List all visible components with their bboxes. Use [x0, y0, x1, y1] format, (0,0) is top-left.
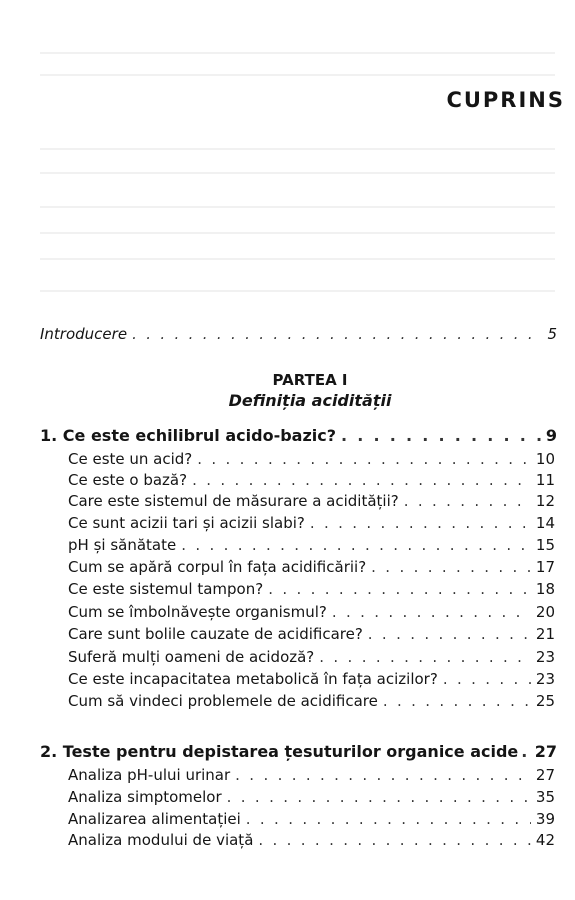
- toc-entry-label: Ce este incapacitatea metabolică în fața acizilor?: [68, 670, 438, 688]
- toc-entry: [68, 788, 555, 806]
- toc-entry-label: Cum să vindeci problemele de acidificare: [68, 692, 378, 710]
- leader-dots: [181, 536, 531, 554]
- toc-entry: [68, 450, 555, 468]
- leader-dots: [371, 558, 531, 576]
- toc-entry: [68, 670, 555, 688]
- show-through-line: [40, 148, 555, 150]
- toc-entry-label: Care sunt bolile cauzate de acidificare?: [68, 625, 363, 643]
- toc-entry-label: Cum se apără corpul în fața acidificării?: [68, 558, 367, 576]
- toc-entry-label: Analiza modului de viață: [68, 831, 254, 849]
- toc-entry-label: Introducere: [40, 325, 128, 343]
- toc-entry: [68, 492, 555, 510]
- toc-entry-label: pH și sănătate: [68, 536, 177, 554]
- toc-chapter-page: 27: [534, 742, 557, 761]
- toc-chapter-page: 9: [545, 426, 557, 445]
- toc-entry-page: 12: [535, 492, 555, 510]
- toc-chapter-2: [40, 742, 557, 761]
- toc-entry-label: Ce sunt acizii tari și acizii slabi?: [68, 514, 305, 532]
- leader-dots: [383, 692, 531, 710]
- toc-chapter-label: 2. Teste pentru depistarea țesuturilor organice acide: [40, 742, 519, 761]
- toc-entry-page: 21: [535, 625, 555, 643]
- leader-dots: [132, 325, 542, 343]
- toc-entry: [68, 514, 555, 532]
- toc-entry: [68, 831, 555, 849]
- toc-entry-page: 15: [535, 536, 555, 554]
- toc-entry: [68, 603, 555, 621]
- toc-entry-introduction: [40, 325, 557, 343]
- toc-entry-label: Ce este un acid?: [68, 450, 193, 468]
- toc-entry: [68, 766, 555, 784]
- toc-entry-page: 23: [535, 648, 555, 666]
- leader-dots: [235, 766, 531, 784]
- leader-dots: [192, 471, 531, 489]
- toc-entry-page: 27: [535, 766, 555, 784]
- toc-entry-page: 18: [535, 580, 555, 598]
- toc-entry-page: 17: [535, 558, 555, 576]
- leader-dots: [310, 514, 531, 532]
- toc-entry-label: Care este sistemul de măsurare a acidității?: [68, 492, 399, 510]
- toc-entry-page: 14: [535, 514, 555, 532]
- leader-dots: [521, 742, 531, 761]
- toc-entry: [68, 580, 555, 598]
- show-through-line: [40, 206, 555, 208]
- part-heading: PARTEA I: [272, 371, 348, 389]
- toc-entry-label: Cum se îmbolnăvește organismul?: [68, 603, 327, 621]
- show-through-line: [40, 52, 555, 54]
- show-through-line: [40, 290, 555, 292]
- leader-dots: [368, 625, 531, 643]
- part-subtitle: Definiția acidității: [228, 391, 392, 410]
- toc-entry-label: Analiza simptomelor: [68, 788, 222, 806]
- toc-entry-page: 42: [535, 831, 555, 849]
- toc-entry-page: 11: [535, 471, 555, 489]
- toc-entry: [68, 692, 555, 710]
- toc-entry: [68, 536, 555, 554]
- leader-dots: [332, 603, 531, 621]
- toc-chapter-1: [40, 426, 557, 445]
- toc-entry-page: 35: [535, 788, 555, 806]
- leader-dots: [268, 580, 531, 598]
- toc-entry-page: 39: [535, 810, 555, 828]
- leader-dots: [246, 810, 531, 828]
- show-through-line: [40, 74, 555, 76]
- leader-dots: [197, 450, 531, 468]
- toc-entry-page: 23: [535, 670, 555, 688]
- leader-dots: [443, 670, 531, 688]
- toc-entry: [68, 625, 555, 643]
- toc-chapter-label: 1. Ce este echilibrul acido-bazic?: [40, 426, 337, 445]
- toc-entry-label: Analiza pH-ului urinar: [68, 766, 231, 784]
- toc-entry-page: 5: [547, 325, 557, 343]
- toc-entry: [68, 558, 555, 576]
- toc-entry: [68, 471, 555, 489]
- toc-entry-label: Ce este o bază?: [68, 471, 188, 489]
- show-through-line: [40, 232, 555, 234]
- leader-dots: [258, 831, 531, 849]
- show-through-line: [40, 258, 555, 260]
- toc-entry-label: Suferă mulți oameni de acidoză?: [68, 648, 315, 666]
- toc-entry-page: 10: [535, 450, 555, 468]
- leader-dots: [404, 492, 531, 510]
- toc-entry: [68, 810, 555, 828]
- toc-entry-label: Analizarea alimentației: [68, 810, 241, 828]
- show-through-line: [40, 172, 555, 174]
- leader-dots: [227, 788, 531, 806]
- leader-dots: [319, 648, 531, 666]
- leader-dots: [341, 426, 541, 445]
- toc-entry-label: Ce este sistemul tampon?: [68, 580, 264, 598]
- page-title: CUPRINS: [446, 88, 565, 112]
- toc-entry-page: 25: [535, 692, 555, 710]
- toc-entry: [68, 648, 555, 666]
- toc-entry-page: 20: [535, 603, 555, 621]
